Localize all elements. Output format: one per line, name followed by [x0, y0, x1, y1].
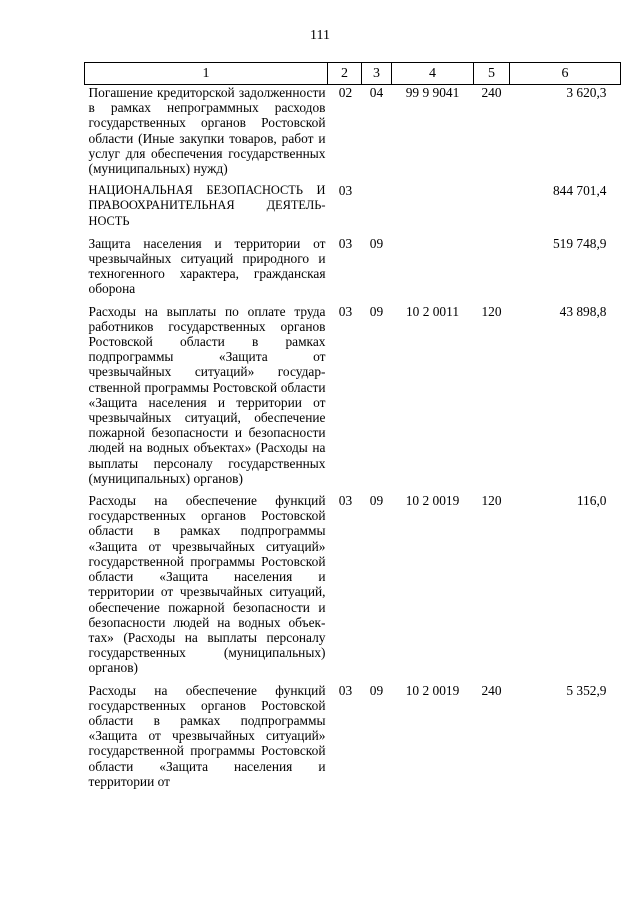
row-amount: 43 898,8: [559, 303, 607, 319]
row-name: Расходы на обеспечение функций государственных органов Ростовской области в рамках подпрограммы «Защита от чрезвычайных ситуаций» государственной программы Ростовской области «Защита населения и территории от чрезвычайных ситуаций, обеспечение пожарной безопасности и безопасности людей на водных объектах» (Расходы на выплаты персоналу государственных (муниципальных) органов): [88, 493, 326, 676]
header-col-csr: 4: [392, 63, 474, 85]
row-target-article: 10 2 0019: [405, 493, 460, 509]
header-col-rz: 2: [328, 63, 362, 85]
row-target-article: [392, 236, 474, 304]
row-subsection: [362, 183, 392, 236]
row-name: Расходы на выплаты по оплате труда работников государственных органов Ростовской области в рамках подпрограммы «Защита от чрезвычайных ситуаций» государственной программы Ростовской области «Защита населения и территории от чрезвычайных ситуаций, обеспечение пожарной безопасности и безопасности людей на водных объектах» (Расходы на выплаты персоналу государственных (муниципальных) органов): [88, 303, 326, 486]
table-row: [85, 683, 621, 796]
header-col-pr: 3: [362, 63, 392, 85]
table-row: [85, 85, 621, 184]
row-amount: 116,0: [576, 493, 607, 509]
table-row: [85, 236, 621, 304]
row-amount: 5 352,9: [566, 682, 607, 698]
row-target-article: 99 9 9041: [405, 85, 460, 100]
row-amount: 519 748,9: [552, 235, 607, 251]
table-header: [85, 63, 621, 85]
row-expense-type: [474, 183, 510, 236]
row-expense-type: [474, 236, 510, 304]
row-expense-type: 240: [481, 682, 502, 698]
row-section: 03: [338, 493, 353, 509]
row-subsection: 09: [369, 493, 384, 509]
page-number: 111: [310, 28, 330, 43]
row-name: Защита населения и территории от чрезвычайных ситуаций природного и техногенного характера, гражданская оборона: [88, 235, 326, 297]
table-row: [85, 493, 621, 682]
header-col-name: 1: [85, 63, 328, 85]
row-section: 03: [338, 235, 353, 251]
header-col-sum: 6: [510, 63, 621, 85]
row-amount: 844 701,4: [552, 183, 607, 199]
row-name: Погашение кредиторской задолженности в рамках непрограммных расходов государственных органов Ростовской области (Иные закупки товаров, работ и услуг для обеспечения государственных (муниципальных) нужд): [88, 85, 326, 177]
row-target-article: 10 2 0011: [405, 303, 460, 319]
row-name: НАЦИОНАЛЬНАЯ БЕЗОПАСНОСТЬ И ПРАВООХРАНИТЕЛЬНАЯ ДЕЯТЕЛЬНОСТЬ: [88, 183, 326, 228]
row-target-article: 10 2 0019: [405, 682, 460, 698]
row-section: 03: [338, 303, 353, 319]
row-subsection: 04: [369, 85, 384, 100]
row-expense-type: 120: [481, 493, 502, 509]
row-section: 03: [338, 183, 353, 199]
row-section: 02: [338, 85, 353, 100]
budget-table: [84, 62, 621, 796]
row-expense-type: 120: [481, 303, 502, 319]
row-amount: 3 620,3: [566, 85, 607, 100]
header-row: [85, 63, 621, 85]
row-subsection: 09: [369, 303, 384, 319]
header-col-vr: 5: [474, 63, 510, 85]
table-row: [85, 183, 621, 236]
table-body: [85, 85, 621, 796]
row-target-article: [392, 183, 474, 236]
row-subsection: 09: [369, 235, 384, 251]
row-subsection: 09: [369, 682, 384, 698]
row-name: Расходы на обеспечение функций государственных органов Ростовской области в рамках подпрограммы «Защита от чрезвычайных ситуаций» государственной программы Ростовской области «Защита населения и территории от: [88, 682, 326, 789]
table-row: [85, 304, 621, 493]
row-expense-type: 240: [481, 85, 502, 100]
row-section: 03: [338, 682, 353, 698]
